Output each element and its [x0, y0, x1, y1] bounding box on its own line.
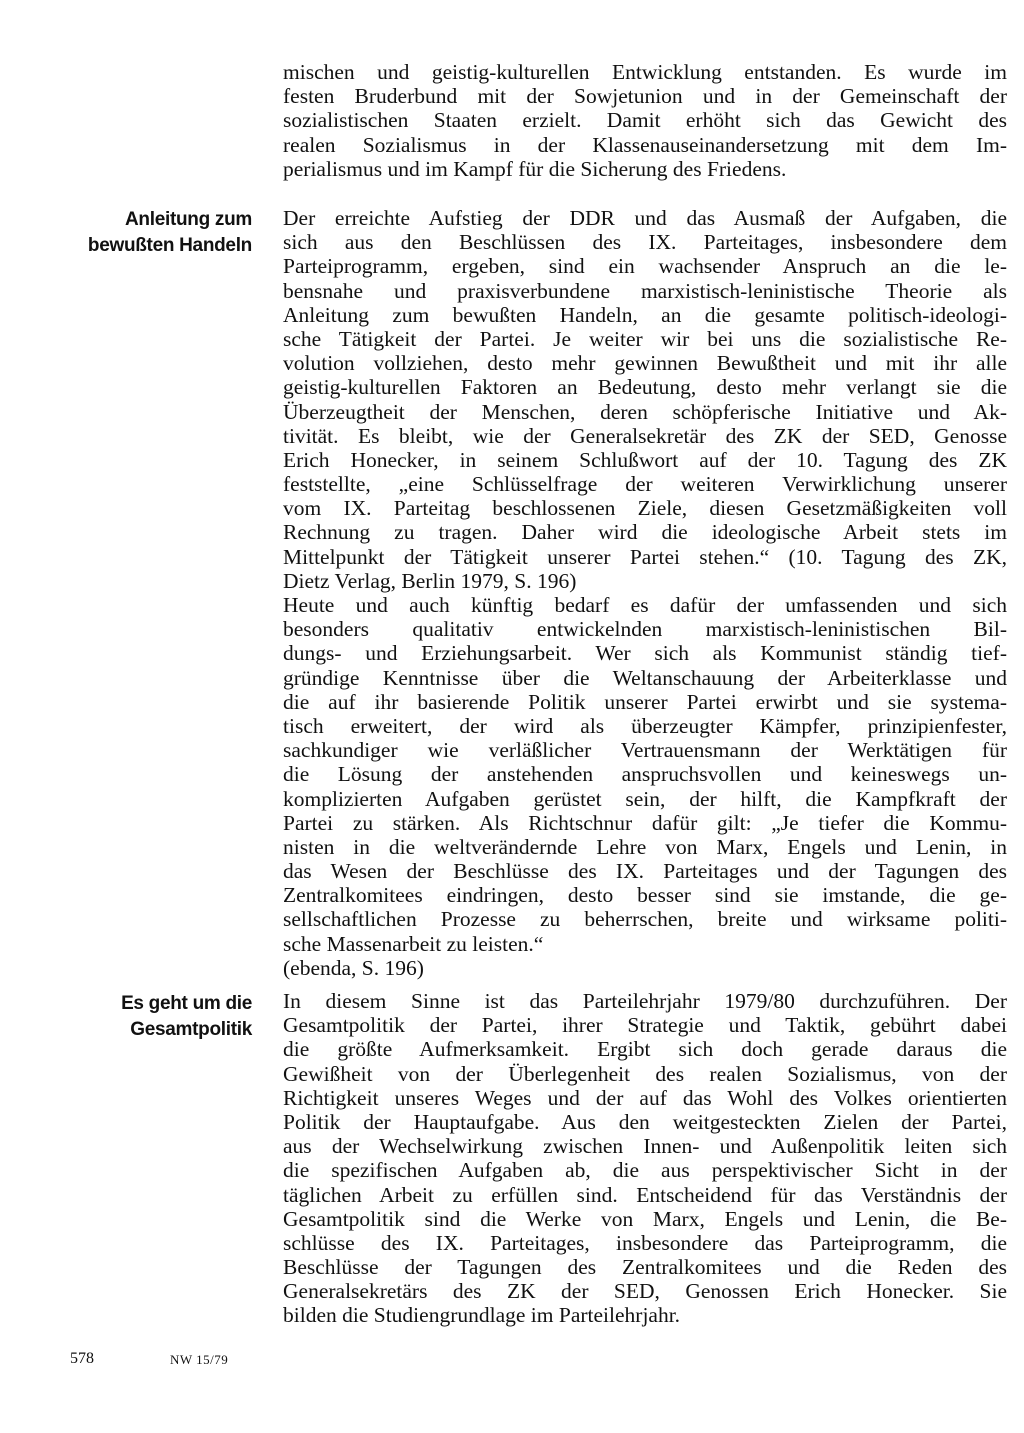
- text-line: die spezifischen Aufgaben ab, die aus perspektivischer Sicht in der: [283, 1158, 1007, 1183]
- page-number: 578: [70, 1350, 94, 1367]
- text-line: festen Bruderbund mit der Sowjetunion und in der Gemeinschaft der: [283, 84, 1007, 109]
- text-line: Der erreichte Aufstieg der DDR und das Ausmaß der Aufgaben, die: [283, 206, 1007, 230]
- text-line: die Lösung der anstehenden anspruchsvollen und keineswegs un-: [283, 762, 1007, 787]
- text-line: volution vollziehen, desto mehr gewinnen Bewußtheit und mit ihr alle: [283, 351, 1007, 376]
- text-line: komplizierten Aufgaben gerüstet sein, der hilft, die Kampfkraft der: [283, 786, 1007, 811]
- text-line: perialismus und im Kampf für die Sicherung des Friedens.: [283, 156, 787, 181]
- text-line: die auf ihr basierende Politik unserer Partei erwirbt und sie systema-: [283, 689, 1007, 714]
- text-line: Gesamtpolitik der Partei, ihrer Strategie und Taktik, gebührt dabei: [283, 1013, 1007, 1038]
- text-line: Zentralkomitees eindringen, desto besser sind sie imstande, die ge-: [283, 883, 1007, 908]
- text-line: Überzeugtheit der Menschen, deren schöpferische Initiative und Ak-: [283, 399, 1007, 424]
- text-line: Dietz Verlag, Berlin 1979, S. 196): [283, 568, 577, 593]
- text-line: bensnahe und praxisverbundene marxistisch-leninistische Theorie als: [283, 278, 1007, 303]
- issue-label: NW 15/79: [170, 1352, 229, 1367]
- text-line: besonders qualitativ entwickelnden marxistisch-leninistischen Bil-: [283, 617, 1007, 642]
- text-line: gründige Kenntnisse über die Weltanschauung der Arbeiterklasse und: [283, 665, 1007, 690]
- text-line: Rechnung zu tragen. Daher wird die ideologische Arbeit stets im: [283, 520, 1007, 545]
- text-line: (ebenda, S. 196): [283, 955, 424, 980]
- text-line: sachkundiger wie verläßlicher Vertrauensmann der Werktätigen für: [283, 738, 1007, 763]
- text-line: Beschlüsse der Tagungen des Zentralkomitees und die Reden des: [283, 1255, 1007, 1280]
- text-line: sche Tätigkeit der Partei. Je weiter wir bei uns die sozialistische Re-: [283, 326, 1007, 351]
- side-heading-line: Es geht um die: [121, 993, 252, 1014]
- text-line: täglichen Arbeit zu erfüllen sind. Entscheidend für das Verständnis der: [283, 1182, 1007, 1207]
- text-line: tivität. Es bleibt, wie der Generalsekretär des ZK der SED, Genosse: [283, 423, 1007, 448]
- text-line: Gewißheit von der Überlegenheit des realen Sozialismus, von der: [283, 1061, 1007, 1086]
- text-line: das Wesen der Beschlüsse des IX. Parteitages und der Tagungen des: [283, 859, 1007, 884]
- text-line: sozialistischen Staaten erzielt. Damit erhöht sich das Gewicht des: [283, 108, 1007, 133]
- text-line: vom IX. Parteitag beschlossenen Ziele, diesen Gesetzmäßigkeiten voll: [283, 496, 1007, 521]
- text-line: mischen und geistig-kulturellen Entwicklung entstanden. Es wurde im: [283, 60, 1007, 84]
- side-heading-gesamtpolitik: [70, 991, 252, 1043]
- text-line: geistig-kulturellen Faktoren an Bedeutung, desto mehr verlangt sie die: [283, 375, 1007, 400]
- section-anleitung-text: [283, 206, 1007, 980]
- text-line: Mittelpunkt der Tätigkeit unserer Partei stehen.“ (10. Tagung des ZK,: [283, 544, 1007, 569]
- text-line: Richtigkeit unseres Weges und der auf das Wohl des Volkes orientierten: [283, 1085, 1007, 1110]
- text-line: tisch erweitert, der wird als überzeugter Kämpfer, prinzipienfester,: [283, 713, 1007, 738]
- text-line: Erich Honecker, in seinem Schlußwort auf der 10. Tagung des ZK: [283, 447, 1007, 472]
- text-line: die größte Aufmerksamkeit. Ergibt sich doch gerade daraus die: [283, 1037, 1007, 1062]
- text-line: In diesem Sinne ist das Parteilehrjahr 1979/80 durchzuführen. Der: [283, 989, 1007, 1013]
- text-line: sche Massenarbeit zu leisten.“: [283, 931, 544, 956]
- text-line: schlüsse des IX. Parteitages, insbesondere das Parteiprogramm, die: [283, 1230, 1007, 1255]
- text-line: sellschaftlichen Prozesse zu beherrschen, breite und wirksame politi-: [283, 907, 1007, 932]
- side-heading-anleitung: [70, 207, 252, 259]
- text-line: realen Sozialismus in der Klassenauseinandersetzung mit dem Im-: [283, 132, 1007, 157]
- side-heading-line: Anleitung zum: [125, 209, 252, 230]
- text-line: feststellte, „eine Schlüsselfrage der weiteren Verwirklichung unserer: [283, 472, 1007, 497]
- text-line: Generalsekretärs des ZK der SED, Genossen Erich Honecker. Sie: [283, 1279, 1007, 1304]
- text-line: bilden die Studiengrundlage im Parteilehrjahr.: [283, 1303, 681, 1328]
- side-heading-line: bewußten Handeln: [87, 235, 252, 256]
- text-line: aus der Wechselwirkung zwischen Innen- und Außenpolitik leiten sich: [283, 1134, 1007, 1159]
- text-line: sich aus den Beschlüssen des IX. Parteitages, insbesondere dem: [283, 230, 1007, 255]
- text-line: Anleitung zum bewußten Handeln, an die gesamte politisch-ideologi-: [283, 302, 1007, 327]
- intro-paragraph: [283, 60, 1007, 181]
- side-heading-line: Gesamtpolitik: [130, 1019, 252, 1040]
- text-line: Partei zu stärken. Als Richtschnur dafür gilt: „Je tiefer die Kommu-: [283, 810, 1007, 835]
- text-line: dungs- und Erziehungsarbeit. Wer sich als Kommunist ständig tief-: [283, 641, 1007, 666]
- text-line: Heute und auch künftig bedarf es dafür der umfassenden und sich: [283, 593, 1007, 617]
- text-line: Politik der Hauptaufgabe. Aus den weitgesteckten Zielen der Partei,: [283, 1109, 1007, 1134]
- text-line: Gesamtpolitik sind die Werke von Marx, Engels und Lenin, die Be-: [283, 1206, 1007, 1231]
- section-gesamtpolitik-text: [283, 989, 1007, 1328]
- text-line: nisten in die weltverändernde Lehre von Marx, Engels und Lenin, in: [283, 834, 1007, 859]
- text-line: Parteiprogramm, ergeben, sind ein wachsender Anspruch an die le-: [283, 254, 1007, 279]
